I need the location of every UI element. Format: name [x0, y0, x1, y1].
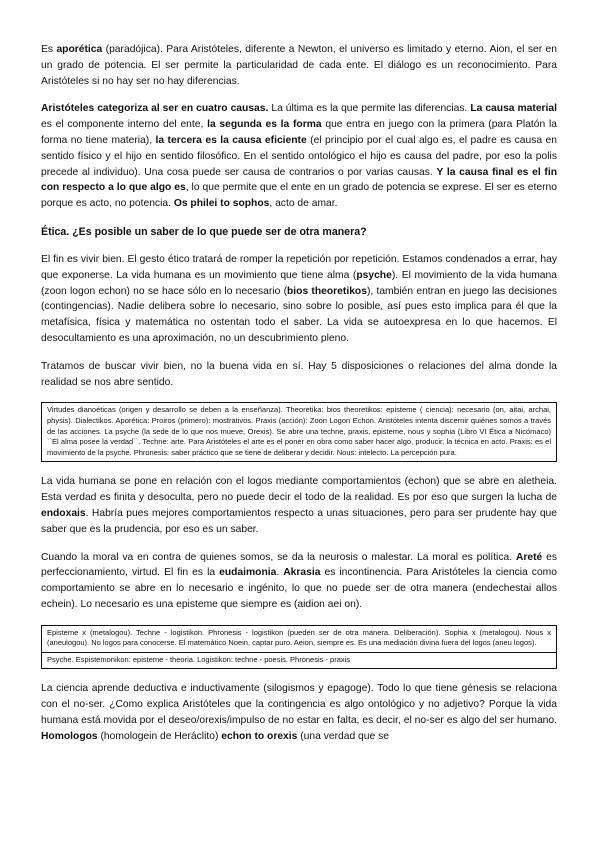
boxed-note-episteme [41, 625, 557, 670]
text: es incontinencia. Para Aristóteles la ciencia como comportamiento se abre en lo necesario e ingénito, lo que no puede ser de otra manera (endechestai allos echein). Lo necesario es una episteme que siempre es (aidion aei on). [41, 567, 557, 610]
text: Cuando la moral va en contra de quienes somos, se da la neurosis o malestar. La moral es política. [41, 551, 516, 563]
text: es el componente interno del ente, [41, 119, 208, 131]
text: (una verdad que se [297, 730, 389, 742]
section-heading: Ética. ¿Es posible un saber de lo que puede ser de otra manera? [41, 225, 367, 238]
bold-term: echon to orexis [221, 730, 298, 742]
bold-term: eudaimonia [219, 567, 277, 579]
document-page [41, 42, 557, 757]
text: (el principio por el cual algo es, el padre es causa en sentido físico y el hijo en sentido filosófico. En el sentido ontológico el hijo es causa del padre, por eso la polis precede al individuo). Una cosa puede ser causa de contrarios o por varias causas. [41, 134, 557, 178]
text: (paradójica). Para Aristóteles, diferente a Newton, el universo es limitado y eterno. Aion, el ser en un grado de potencia. El ser permite la particularidad de cada ente. El diálogo es un reconocimiento. Para Aristóteles si no hay ser no hay diferencias. [41, 44, 557, 87]
text: , lo que permite que el ente en un grado de potencia se exprese. El ser es eterno porque es acto, no potencia. [41, 182, 557, 210]
paragraph-aporetica [41, 42, 557, 89]
bold-term: Aristóteles categoriza al ser en cuatro causas. [41, 103, 269, 115]
bold-term: Os philei to sophos [173, 198, 270, 210]
text: . Habría pues mejores comportamientos respecto a unas situaciones, pero para ser prudente hay que saber que es la prudencia, por eso es un saber. [41, 507, 557, 535]
text: (homologein de Heráclito) [97, 730, 222, 742]
bold-term: Homologos [41, 730, 98, 742]
text: La vida humana se pone en relación con el logos mediante comportamientos (echon) que se abre en aletheia. Esta verdad es finita y desoculta, pero no puede decir el todo de la realidad. Es por eso que surgen la lucha de [41, 476, 557, 504]
boxed-note-virtudes: Virtudes dianoéticas (origen y desarrollo se deben a la enseñanza). Theoretika: bios theoretikos: episteme ( ciencia): necesario (on, aitai, archai, physis). Dialectikos. Aporética: Proiros (primero): mostrativos. Praxis (acción): Zoon Logon Echon. Aristóteles intenta discernir quiénes somos a través de las acciones. La psyche (la sede de lo que nos mueve, Orexis). Se abre una techne, praxis, episteme, nous y sophia (Libro VI Ética a Nicómaco) ``El alma posee la verdad``. Techne: arte. Para Aristóteles el arte es el poner en obra como saber hacer algo, producir, la técnica en acto. Praxis: es el movimiento de la psyche. Phronesis: saber práctico que se tiene de deliberar y decidir. Nous: intelecto. La percepción pura. [41, 402, 557, 462]
text: El fin es vivir bien. El gesto ético tratará de romper la repetición por repetición. Estamos condenados a errar, hay que exponerse. La vida humana es un movimiento que tiene alma ( [41, 253, 557, 281]
bold-term: psyche [356, 269, 392, 281]
text: , acto de amar. [269, 198, 338, 210]
bold-term: la segunda es la forma [207, 119, 322, 131]
text: La última es la que permite las diferencias. [268, 103, 471, 115]
paragraph-aletheia [41, 474, 557, 537]
paragraph-moral [41, 550, 557, 613]
bold-term: bios theoretikos [287, 285, 367, 297]
bold-term: La causa material [470, 103, 557, 115]
box-row: Episteme x (metalogou). Techne - logistikon. Phronesis - logistikon (pueden ser de otra manera. Deliberación). Sophia x (metalogou). Nous x (aneulogou). No logos para conocerse. El matemático Noein, captar puro. Aeion, siempre es. Es una mediación divina fuera del logos (aneu logos). [47, 627, 551, 648]
paragraph-cuatro-causas [41, 101, 557, 212]
text: . [276, 567, 284, 579]
text: ), también entran en juego las decisiones (contingencias). Nadie delibera sobre lo necesario, sino sobre lo posible, así pues esto implica para él que la metafísica, física y matemática no ostentan todo el saber. La vida se autoexpresa en lo que hacemos. El desocultamiento es una aproximación, no un descubrimiento pleno. [41, 285, 558, 344]
text: ). El movimiento de la vida humana (zoon logon echon) no se hace sólo en lo necesario ( [41, 269, 557, 297]
bold-term: la tercera es la causa eficiente [155, 134, 307, 146]
paragraph-ciencia [41, 681, 557, 744]
text: La ciencia aprende deductiva e inductivamente (silogismos y epagoge). Todo lo que tiene génesis se relaciona con el no-ser. ¿Como explica Aristóteles que la contingencia es algo ontológico y no adjetivo? Porque la vida humana está movida por el deseo/orexis/impulso de no estar en falta, es decir, el no-ser es algo del ser humano. [41, 683, 557, 727]
bold-term: endoxais [41, 507, 86, 519]
paragraph-disposiciones: Tratamos de buscar vivir bien, no la buena vida en sí. Hay 5 disposiciones o relaciones del alma donde la realidad se nos abre sentido. [41, 360, 557, 388]
text: es perfeccionamiento, virtud. El fin es la [41, 551, 557, 579]
bold-term: Akrasia [283, 567, 321, 579]
bold-term: Areté [515, 551, 543, 563]
bold-term: Y la causa final es el fin con respecto a lo que algo es [41, 166, 557, 194]
paragraph-fin-vivir-bien [41, 252, 557, 347]
box-row: Psyche. Espistemonikon: episteme - theoria. Logistikon: techne - poesis. Phronesis - praxis [42, 652, 556, 669]
bold-term: aporética [56, 44, 103, 55]
text: que entra en juego con la primera (para Platón la forma no tiene materia), [41, 119, 557, 146]
text: Es [41, 44, 57, 55]
